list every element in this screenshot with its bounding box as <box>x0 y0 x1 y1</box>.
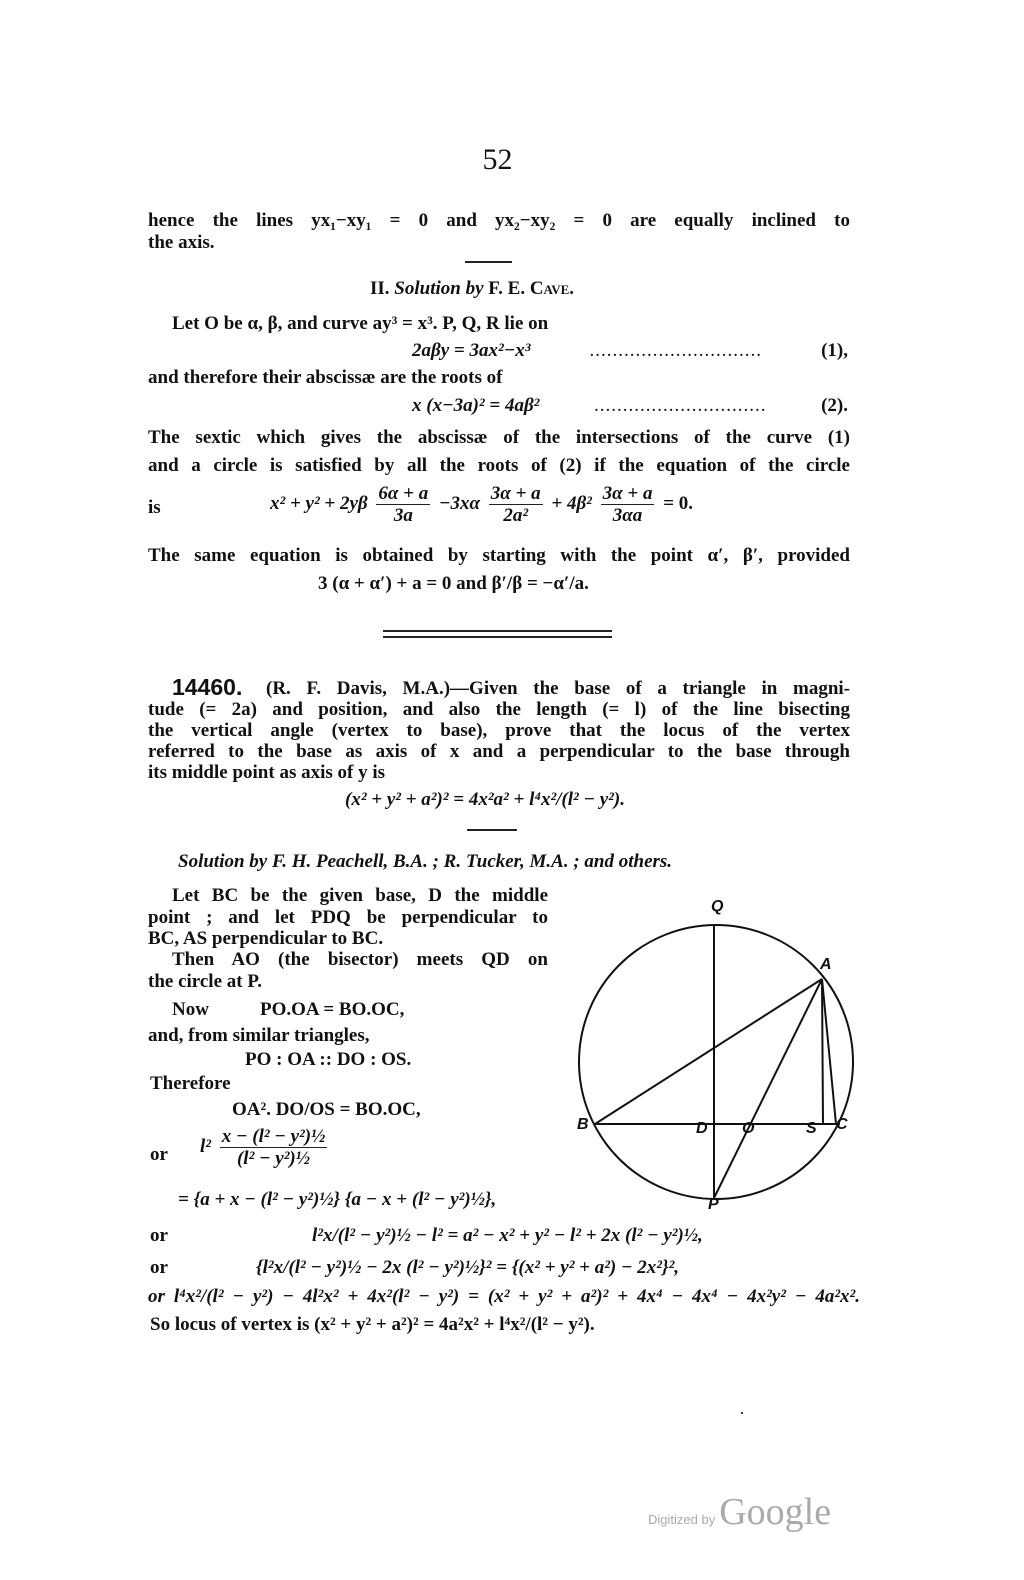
text-line: PO : OA :: DO : OS. <box>245 1049 412 1070</box>
heading-by: Solution by <box>394 278 484 299</box>
numerator: 3α + a <box>490 483 541 504</box>
circle <box>579 925 853 1199</box>
equation-number: (2). <box>821 395 848 416</box>
text-line: the circle at P. <box>148 971 262 992</box>
equation-line: {l²x/(l² − y²)½ − 2x (l² − y²)½}² = {(x² + y² + a²) − 2x²}², <box>256 1257 680 1278</box>
page-number: 52 <box>482 143 513 176</box>
watermark-prefix: Digitized by <box>648 1512 716 1527</box>
text-line: Then AO (the bisector) meets QD on <box>172 949 548 970</box>
text-line: The same equation is obtained by starting with the point α′, β′, provided <box>148 545 850 566</box>
watermark <box>648 1490 831 1534</box>
label-B: B <box>577 1116 589 1133</box>
text-line: Let BC be the given base, D the middle <box>172 885 548 906</box>
numerator: x − (l² − y²)½ <box>221 1126 326 1147</box>
text-line: BC, AS perpendicular to BC. <box>148 928 384 949</box>
equation-text: x (x−3a)² = 4aβ² <box>412 395 540 416</box>
solution-heading: Solution by F. H. Peachell, B.A. ; R. Tucker, M.A. ; and others. <box>178 851 673 872</box>
label-Q: Q <box>711 898 724 915</box>
line-AS <box>822 979 823 1124</box>
equation-line: or l⁴x²/(l² − y²) − 4l²x² + 4x²(l² − y²) = (x² + y² + a²)² + 4x⁴ − 4x⁴ − 4x²y² − 4a²x². <box>148 1286 860 1307</box>
text-line: (R. F. Davis, M.A.)—Given the base of a triangle in magni- <box>266 678 850 699</box>
denominator: (l² − y²)½ <box>236 1148 311 1169</box>
text-line: PO.OA = BO.OC, <box>260 999 405 1020</box>
text-line: OA². DO/OS = BO.OC, <box>232 1099 421 1120</box>
google-logo: Google <box>719 1491 832 1533</box>
label-C: C <box>836 1116 848 1133</box>
text-line: or <box>150 1225 168 1246</box>
question-equation: (x² + y² + a²)² = 4x²a² + l⁴x²/(l² − y²). <box>345 789 625 810</box>
equation-text: 2aβy = 3ax²−x³ <box>412 340 531 361</box>
label-D: D <box>696 1120 708 1137</box>
text-line: The sextic which gives the abscissæ of the intersections of the curve (1) <box>148 427 850 448</box>
heading-number: II. <box>370 278 390 299</box>
text-line: its middle point as axis of y is <box>148 762 386 783</box>
text-line: point ; and let PDQ be perpendicular to <box>148 907 548 928</box>
text-line: 3 (α + α′) + a = 0 and β′/β = −α′/a. <box>318 573 589 594</box>
numerator: 6α + a <box>378 483 429 504</box>
text-line: the axis. <box>148 232 215 253</box>
text-line: Now <box>172 999 209 1020</box>
text-line: is <box>148 497 161 518</box>
equation-line: So locus of vertex is (x² + y² + a²)² = 4a²x² + l⁴x²/(l² − y²). <box>150 1314 595 1335</box>
text-line: the vertical angle (vertex to base), prove that the locus of the vertex <box>148 720 850 741</box>
text-line: and a circle is satisfied by all the roots of (2) if the equation of the circle <box>148 455 850 476</box>
line-AB <box>595 979 822 1124</box>
denominator: 3αa <box>612 505 643 526</box>
leader-dots: .............................. <box>589 340 762 361</box>
denominator: 3a <box>393 505 413 526</box>
eq-part: = 0. <box>663 492 694 514</box>
text-line: tude (= 2a) and position, and also the length (= l) of the line bisecting <box>148 699 850 720</box>
heading-author: F. E. Cave. <box>488 278 575 299</box>
label-O: O <box>742 1120 755 1137</box>
equation-line: = {a + x − (l² − y²)½} {a − x + (l² − y²)½}, <box>178 1189 497 1210</box>
label-A: A <box>820 956 832 973</box>
text-line: Therefore <box>150 1073 231 1094</box>
text-line: referred to the base as axis of x and a perpendicular to the base through <box>148 741 850 762</box>
speck <box>741 1412 743 1414</box>
equation-number: (1), <box>821 340 848 361</box>
label-S: S <box>806 1120 817 1137</box>
question-number: 14460. <box>172 674 243 700</box>
numerator: 3α + a <box>602 483 653 504</box>
label-P: P <box>708 1196 719 1213</box>
eq-part: + 4β² <box>551 492 592 514</box>
eq-part: x² + y² + 2yβ <box>270 492 368 514</box>
equation-line: l²x/(l² − y²)½ − l² = a² − x² + y² − l² + 2x (l² − y²)½, <box>312 1225 703 1246</box>
leader-dots: .............................. <box>593 395 767 416</box>
text-line: hence the lines yx₁−xy₁ = 0 and yx₂−xy₂ = 0 are equally inclined to <box>148 210 850 231</box>
eq-part: −3xα <box>439 492 481 514</box>
denominator: 2a² <box>503 505 529 526</box>
text-line: and, from similar triangles, <box>148 1025 370 1046</box>
eq-part: l² <box>200 1135 211 1157</box>
line-AC <box>822 979 836 1124</box>
text-line: or <box>150 1257 168 1278</box>
text-line: and therefore their abscissæ are the roots of <box>148 367 503 388</box>
text-line: or <box>150 1144 168 1165</box>
text-line: Let O be α, β, and curve ay³ = x³. P, Q, R lie on <box>172 313 549 334</box>
